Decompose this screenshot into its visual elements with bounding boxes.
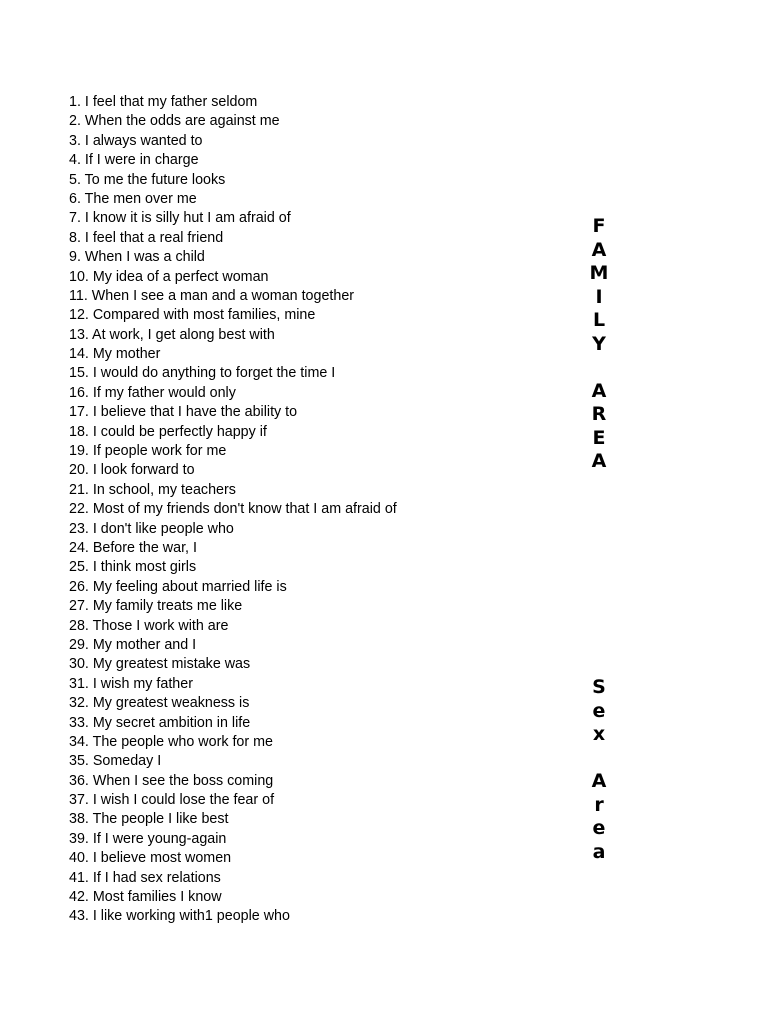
list-item: 34. The people who work for me [69, 733, 273, 750]
list-item: 38. The people I like best [69, 811, 229, 828]
label-letter: M [589, 262, 609, 284]
list-item: 16. If my father would only [69, 384, 236, 401]
list-item: 9. When I was a child [69, 249, 205, 266]
list-item: 4. If I were in charge [69, 152, 199, 169]
label-letter: A [591, 238, 607, 261]
list-item: 24. Before the war, I [69, 539, 197, 556]
list-item: 29. My mother and I [69, 636, 197, 653]
label-letter: e [592, 699, 606, 722]
list-item: 23. I don't like people who [69, 520, 234, 537]
family-area-label [584, 215, 614, 474]
list-item: 41. If I had sex relations [69, 869, 221, 886]
list-item: 22. Most of my friends don't know that I am afraid of [69, 501, 397, 518]
label-letter: r [594, 793, 604, 816]
label-letter: A [591, 770, 607, 792]
label-spacer [584, 356, 614, 380]
label-letter: R [591, 403, 607, 425]
list-item: 21. In school, my teachers [69, 481, 236, 498]
label-letter: L [592, 309, 606, 331]
sex-area-label [584, 676, 614, 864]
list-item: 42. Most families I know [69, 889, 222, 906]
list-item: 37. I wish I could lose the fear of [69, 792, 275, 809]
list-item: 13. At work, I get along best with [69, 326, 275, 343]
list-item: 32. My greatest weakness is [69, 695, 250, 712]
list-item: 18. I could be perfectly happy if [69, 423, 267, 440]
list-item: 33. My secret ambition in life [69, 714, 251, 731]
list-item: 31. I wish my father [69, 675, 193, 692]
label-letter: x [592, 723, 606, 745]
list-item: 30. My greatest mistake was [69, 656, 251, 673]
list-item: 43. I like working with1 people who [69, 908, 290, 925]
list-item: 5. To me the future looks [69, 171, 226, 188]
label-letter: Y [592, 332, 606, 355]
list-item: 14. My mother [69, 346, 161, 363]
sentence-completion-list [69, 93, 397, 927]
list-item: 10. My idea of a perfect woman [69, 268, 269, 285]
label-letter: S [592, 676, 606, 698]
list-item: 40. I believe most women [69, 850, 232, 867]
list-item: 25. I think most girls [69, 559, 197, 576]
list-item: 3. I always wanted to [69, 132, 203, 149]
list-item: 6. The men over me [69, 190, 197, 207]
label-spacer [584, 747, 614, 771]
list-item: 15. I would do anything to forget the time I [69, 365, 336, 382]
list-item: 28. Those I work with are [69, 617, 229, 634]
list-item: 7. I know it is silly hut I am afraid of [69, 210, 291, 227]
label-letter: A [591, 450, 607, 472]
label-letter: I [595, 285, 603, 308]
label-letter: a [592, 840, 606, 863]
label-letter: e [592, 817, 606, 839]
list-item: 1. I feel that my father seldom [69, 94, 258, 110]
list-item: 35. Someday I [69, 753, 162, 770]
list-item: 12. Compared with most families, mine [69, 307, 316, 324]
list-item: 11. When I see a man and a woman together [69, 287, 355, 304]
list-item: 20. I look forward to [69, 462, 195, 479]
list-item: 27. My family treats me like [69, 598, 243, 615]
list-item: 8. I feel that a real friend [69, 229, 224, 246]
label-letter: A [591, 379, 607, 402]
label-letter: F [592, 215, 606, 237]
list-item: 39. If I were young-again [69, 830, 227, 847]
list-item: 26. My feeling about married life is [69, 578, 287, 595]
list-item: 36. When I see the boss coming [69, 772, 274, 789]
list-item: 19. If people work for me [69, 443, 227, 460]
list-item: 2. When the odds are against me [69, 113, 280, 130]
label-letter: E [592, 426, 606, 449]
list-item: 17. I believe that I have the ability to [69, 404, 298, 421]
